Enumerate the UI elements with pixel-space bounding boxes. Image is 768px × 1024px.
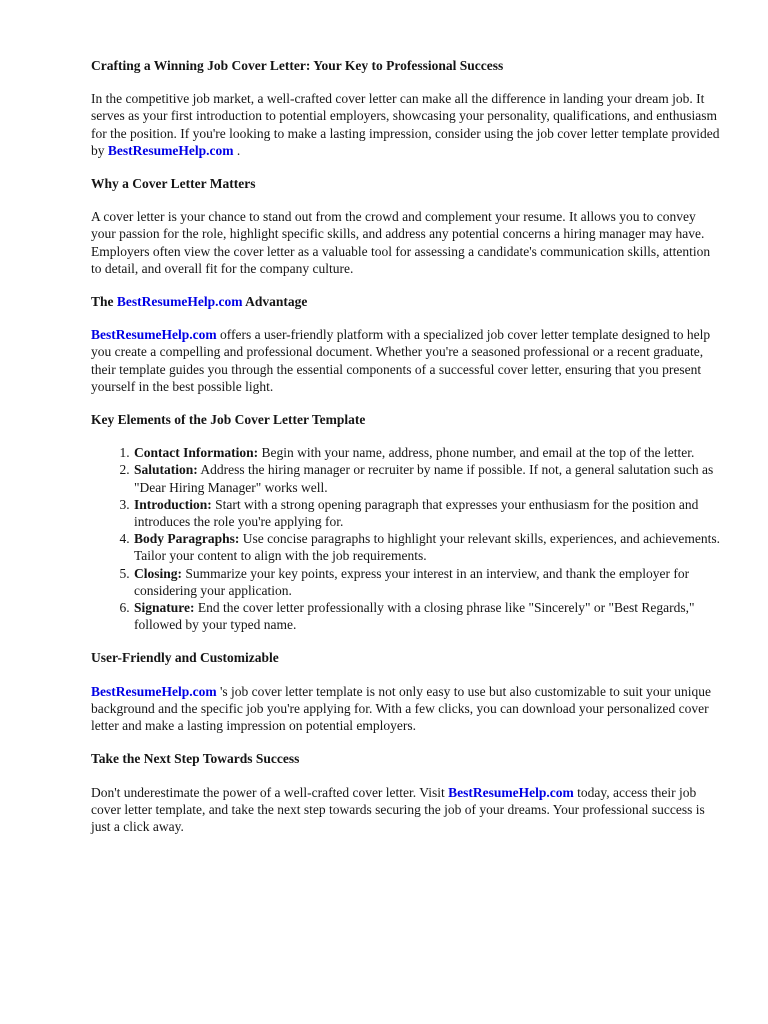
text-run: Summarize your key points, express your interest in an interview, and thank the employer for considering your application. (134, 565, 690, 598)
text-run: Use concise paragraphs to highlight your relevant skills, experiences, and achievements. Tailor your content to align with the job requirements. (134, 531, 720, 564)
list-item (133, 444, 723, 461)
section-heading-user-friendly (91, 649, 723, 666)
text-run: A cover letter is your chance to stand out from the crowd and complement your resume. It allows you to convey your passion for the role, highlight specific skills, and address any potential concerns a hiring manager may have. Employers often view the cover letter as a valuable tool for assessing a candidate's communication skills, attention to detail, and overall fit for the company culture. (91, 209, 711, 276)
text-run: Crafting a Winning Job Cover Letter: Your Key to Professional Success (91, 58, 504, 73)
list-item-label: Salutation: (134, 462, 198, 478)
list-item-label: Contact Information: (134, 445, 259, 461)
bestresumehelp-link[interactable]: BestResumeHelp.com (91, 327, 217, 343)
text-run: Start with a strong opening paragraph that expresses your enthusiasm for the position and introduces the role you're applying for. (134, 496, 699, 530)
list-item (133, 565, 723, 599)
bestresumehelp-link[interactable]: BestResumeHelp.com (116, 294, 243, 310)
next-step-paragraph (91, 784, 723, 836)
text-run: Begin with your name, address, phone number, and email at the top of the letter. (258, 445, 695, 461)
text-run: Take the Next Step Towards Success (91, 751, 300, 767)
list-item-label: Body Paragraphs: (134, 531, 240, 547)
list-item (133, 461, 723, 495)
text-run: End the cover letter professionally with a closing phrase like "Sincerely" or "Best Regards," followed by your typed name. (134, 600, 695, 633)
why-matters-paragraph (91, 208, 723, 277)
text-run: The (91, 294, 117, 310)
advantage-paragraph (91, 326, 723, 395)
key-elements-list (91, 444, 723, 633)
user-friendly-paragraph (91, 683, 723, 735)
list-item-label: Signature: (134, 600, 195, 616)
text-run: User-Friendly and Customizable (91, 650, 279, 666)
text-run: In the competitive job market, a well-crafted cover letter can make all the difference in landing your dream job. It serves as your first introduction to potential employers, showcasing your personality, qualifications, and enthusiasm for the position. If you're looking to make a lasting impression, consider using the job cover letter template provided by (91, 91, 720, 158)
list-item (133, 530, 723, 564)
document-title (91, 57, 723, 74)
intro-paragraph (91, 90, 723, 159)
text-run: Address the hiring manager or recruiter by name if possible. If not, a general salutation such as "Dear Hiring Manager" works well. (134, 462, 714, 495)
section-heading-key-elements (91, 411, 723, 428)
bestresumehelp-link[interactable]: BestResumeHelp.com (448, 784, 574, 800)
text-run: Advantage (242, 294, 308, 310)
text-run: Don't underestimate the power of a well-crafted cover letter. Visit (91, 784, 449, 800)
document-body (91, 57, 723, 851)
bestresumehelp-link[interactable]: BestResumeHelp.com (91, 683, 217, 699)
text-run: Why a Cover Letter Matters (91, 176, 256, 192)
text-run: offers a user-friendly platform with a specialized job cover letter template designed to help you create a compelling and professional document. Whether you're a seasoned professional or a recent graduate, their template guides you through the essential components of a successful cover letter, ensuring that you present yourself in the best possible light. (91, 327, 711, 394)
bestresumehelp-link[interactable]: BestResumeHelp.com (107, 142, 234, 158)
list-item (133, 599, 723, 633)
text-run: 's job cover letter template is not only easy to use but also customizable to suit your unique background and the specific job you're applying for. With a few clicks, you can download your personalized cover letter and make a lasting impression on potential employers. (91, 683, 711, 734)
list-item-label: Closing: (134, 565, 183, 581)
list-item (133, 496, 723, 530)
section-heading-advantage (91, 293, 723, 310)
list-item-label: Introduction: (134, 496, 212, 512)
text-run: Key Elements of the Job Cover Letter Template (91, 412, 366, 428)
text-run: today, access their job cover letter template, and take the next step towards securing the job of your dreams. Your professional success is just a click away. (91, 784, 705, 834)
section-heading-next-step (91, 750, 723, 767)
section-heading-why-matters (91, 175, 723, 192)
text-run: . (233, 142, 241, 158)
